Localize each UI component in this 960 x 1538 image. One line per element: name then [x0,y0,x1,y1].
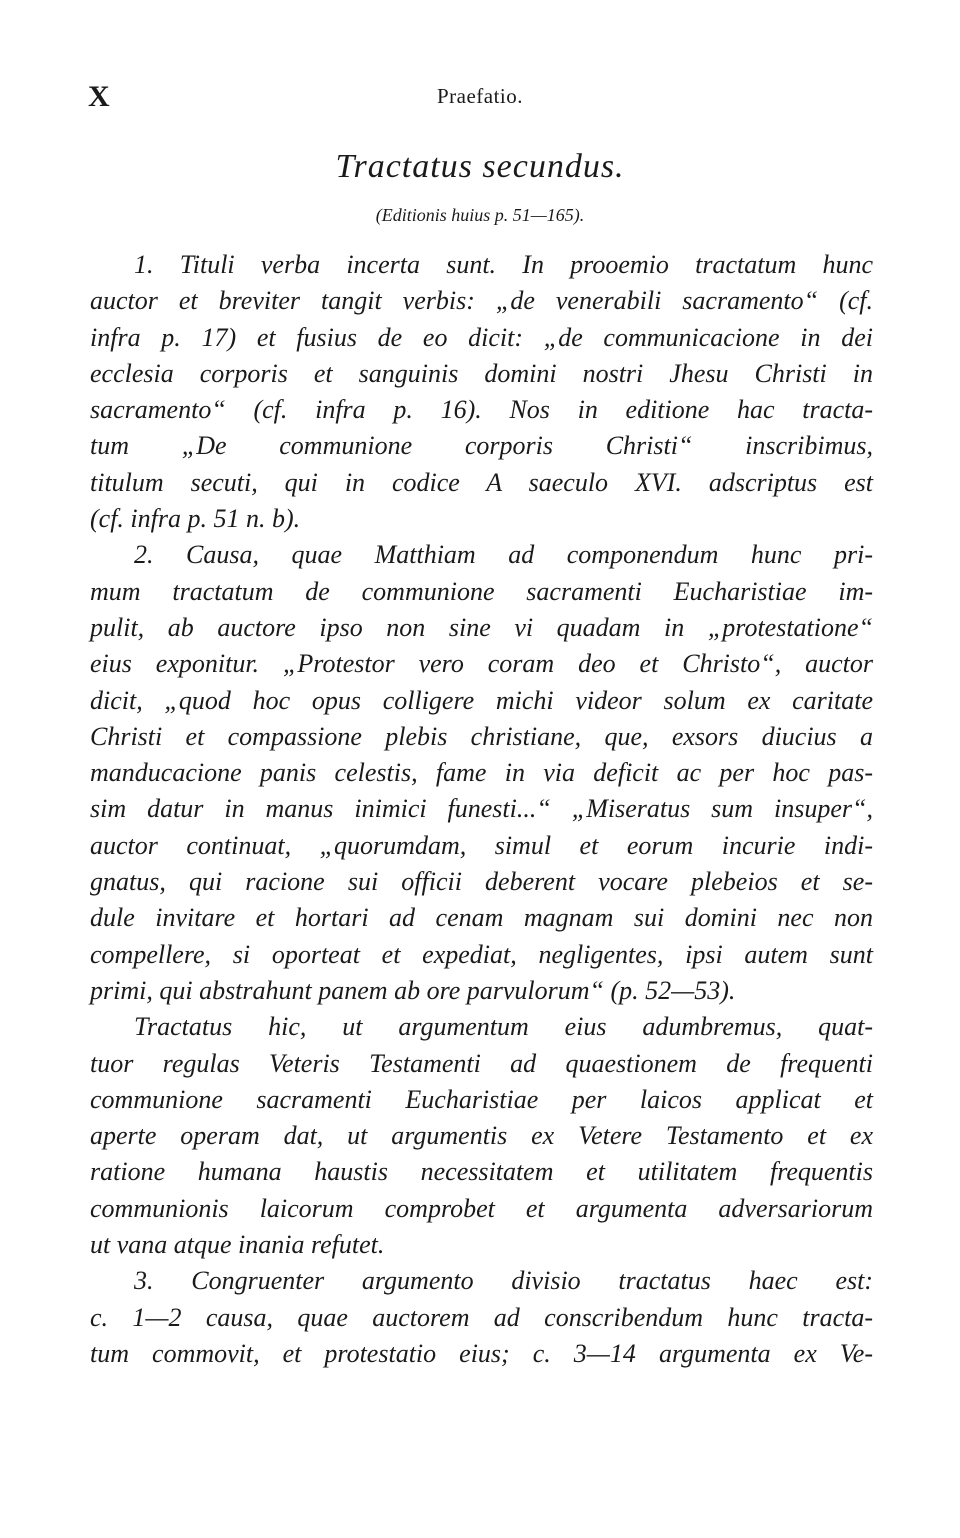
text-line: titulum secuti, qui in codice A saeculo XVI. adscriptus est [90,467,873,497]
section-subtitle: (Editionis huius p. 51—165). [375,205,585,225]
section-title: Tractatus secundus. [335,148,625,185]
text-line: auctor et breviter tangit verbis: „de venerabili sacramento“ (cf. [90,286,873,316]
text-line: communionis laicorum comprobet et argumenta adversariorum [90,1193,873,1223]
text-line: tum „De communione corporis Christi“ inscribimus, [90,431,873,461]
text-line: Tractatus hic, ut argumentum eius adumbremus, quat- [134,1012,873,1042]
text-line: sacramento“ (cf. infra p. 16). Nos in editione hac tracta- [90,395,873,425]
text-line: primi, qui abstrahunt panem ab ore parvulorum“ (p. 52—53). [90,975,736,1005]
text-line: 2. Causa, quae Matthiam ad componendum hunc pri- [134,540,873,570]
text-line: (cf. infra p. 51 n. b). [90,504,301,534]
text-line: ratione humana haustis necessitatem et utilitatem frequentis [90,1157,873,1187]
text-line: 3. Congruenter argumento divisio tractatus haec est: [134,1266,873,1296]
text-line: dicit, „quod hoc opus colligere michi videor solum ex caritate [90,685,873,715]
text-line: Christi et compassione plebis christiane, que, exsors diucius a [90,721,873,751]
text-line: aperte operam dat, ut argumentis ex Vetere Testamento et ex [90,1121,873,1151]
text-line: manducacione panis celestis, fame in via deficit ac per hoc pas- [90,758,873,788]
text-line: sim datur in manus inimici funesti...“ „Miseratus sum insuper“, [90,794,873,824]
text-line: mum tractatum de communione sacramenti Eucharistiae im- [90,576,873,606]
running-head: Praefatio. [436,84,524,108]
text-line: gnatus, qui racione sui officii deberent vocare plebeios et se- [90,867,873,897]
text-line: ecclesia corporis et sanguinis domini nostri Jhesu Christi in [90,358,873,388]
text-line: infra p. 17) et fusius de eo dicit: „de communicacione in dei [90,322,873,352]
text-line: ut vana atque inania refutet. [90,1230,385,1260]
body-text [90,247,873,1372]
text-line: compellere, si oporteat et expediat, negligentes, ipsi autem sunt [90,939,873,969]
text-line: tum commovit, et protestatio eius; c. 3—14 argumenta ex Ve- [90,1338,873,1368]
text-line: communione sacramenti Eucharistiae per laicos applicat et [90,1084,873,1114]
text-line: c. 1—2 causa, quae auctorem ad conscribendum hunc tracta- [90,1302,873,1332]
text-line: pulit, ab auctore ipso non sine vi quadam in „protestatione“ [90,612,873,642]
text-line: 1. Tituli verba incerta sunt. In prooemio tractatum hunc [134,250,873,279]
text-line: eius exponitur. „Protestor vero coram deo et Christo“, auctor [90,649,873,679]
text-line: auctor continuat, „quorumdam, simul et eorum incurie indi- [90,830,873,860]
text-line: dule invitare et hortari ad cenam magnam sui domini nec non [90,903,873,933]
text-line: tuor regulas Veteris Testamenti ad quaestionem de frequenti [90,1048,873,1078]
folio-number: X [88,80,111,113]
